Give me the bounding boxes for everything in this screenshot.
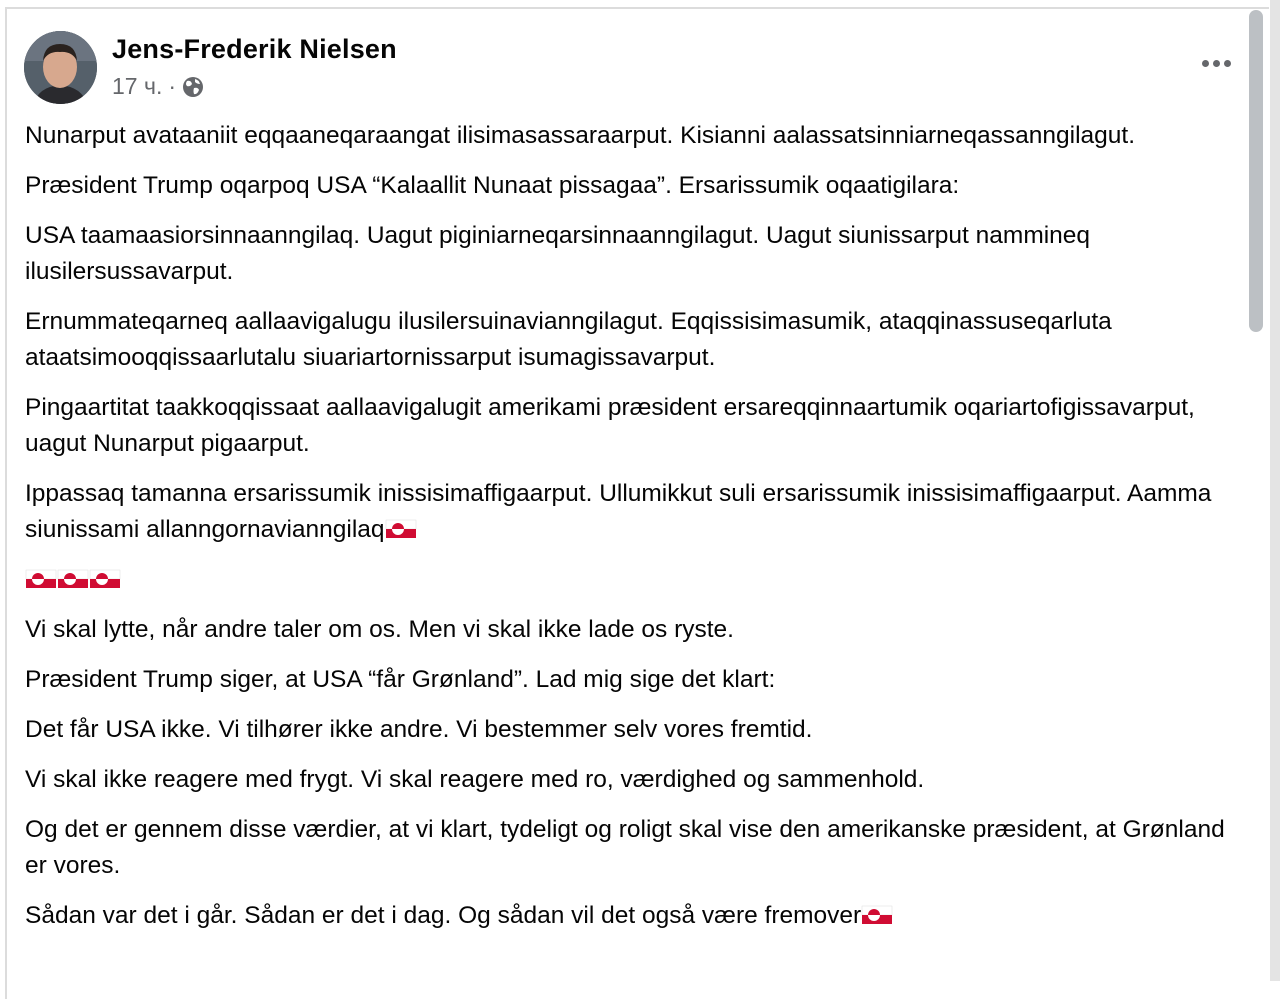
paragraph-text: Det får USA ikke. Vi tilhører ikke andre. Vi bestemmer selv vores fremtid. [25, 716, 813, 743]
paragraph-text: Vi skal ikke reagere med frygt. Vi skal reagere med ro, værdighed og sammenhold. [25, 766, 925, 793]
more-options-button[interactable] [1198, 52, 1234, 74]
post-paragraph [25, 118, 1240, 154]
paragraph-text: Præsident Trump oqarpoq USA “Kalaallit Nunaat pissagaa”. Ersarissumik oqaatigilara: [25, 172, 960, 199]
separator: · [168, 73, 177, 99]
post-paragraph [25, 712, 1240, 748]
post-paragraph [25, 762, 1240, 798]
paragraph-text: USA taamaasiorsinnaanngilaq. Uagut piginiarneqarsinnaanngilagut. Uagut siunissarput nammineq ilusilersussavarput. [25, 222, 1091, 285]
greenland-flag-icon [25, 565, 57, 587]
paragraph-text: Ernummateqarneq aallaavigalugu ilusilersuinavianngilagut. Eqqissisimasumik, ataqqinassuseqarluta ataatsimooqqissaarlutalu siuariartornissarput isumagissavarput. [25, 308, 1112, 371]
post-paragraph [25, 612, 1240, 648]
greenland-flag-icon [89, 565, 121, 587]
post-paragraph [25, 218, 1240, 290]
paragraph-text: Og det er gennem disse værdier, at vi klart, tydeligt og roligt skal vise den amerikanske præsident, at Grønland er vores. [25, 816, 1225, 879]
greenland-flag-icon [861, 901, 893, 923]
greenland-flag-icon [57, 565, 89, 587]
globe-icon [182, 76, 204, 98]
post-paragraph [25, 562, 1240, 598]
post-paragraph [25, 168, 1240, 204]
paragraph-text: Nunarput avataaniit eqqaaneqaraangat ilisimasassaraarput. Kisianni aalassatsinniarneqassanngilagut. [25, 122, 1136, 149]
post-paragraph [25, 812, 1240, 884]
paragraph-text: Præsident Trump siger, at USA “får Grønland”. Lad mig sige det klart: [25, 666, 776, 693]
author-name[interactable]: Jens-Frederik Nielsen [112, 34, 397, 64]
avatar[interactable] [24, 31, 97, 104]
scrollbar-thumb[interactable] [1249, 10, 1263, 332]
post-paragraph [25, 390, 1240, 462]
post-paragraph [25, 662, 1240, 698]
paragraph-text: Vi skal lytte, når andre taler om os. Men vi skal ikke lade os ryste. [25, 616, 734, 643]
paragraph-text: Ippassaq tamanna ersarissumik inissisimaffigaarput. Ullumikkut suli ersarissumik inissisimaffigaarput. Aamma siunissami allanngornavianngilaq [25, 480, 1212, 543]
paragraph-text: Pingaartitat taakkoqqissaat aallaavigalugit amerikami præsident ersareqqinnaartumik oqariartofigissavarput, uagut Nunarput pigaarput. [25, 394, 1195, 457]
post-meta [112, 73, 204, 100]
post-paragraph [25, 898, 1240, 934]
post-text [25, 118, 1240, 948]
post-paragraph [25, 476, 1240, 548]
post-time[interactable]: 17 ч. [112, 73, 163, 99]
greenland-flag-icon [385, 515, 417, 537]
scrollbar-track [1270, 0, 1280, 981]
post-paragraph [25, 304, 1240, 376]
paragraph-text: Sådan var det i går. Sådan er det i dag. Og sådan vil det også være fremover [25, 902, 862, 929]
